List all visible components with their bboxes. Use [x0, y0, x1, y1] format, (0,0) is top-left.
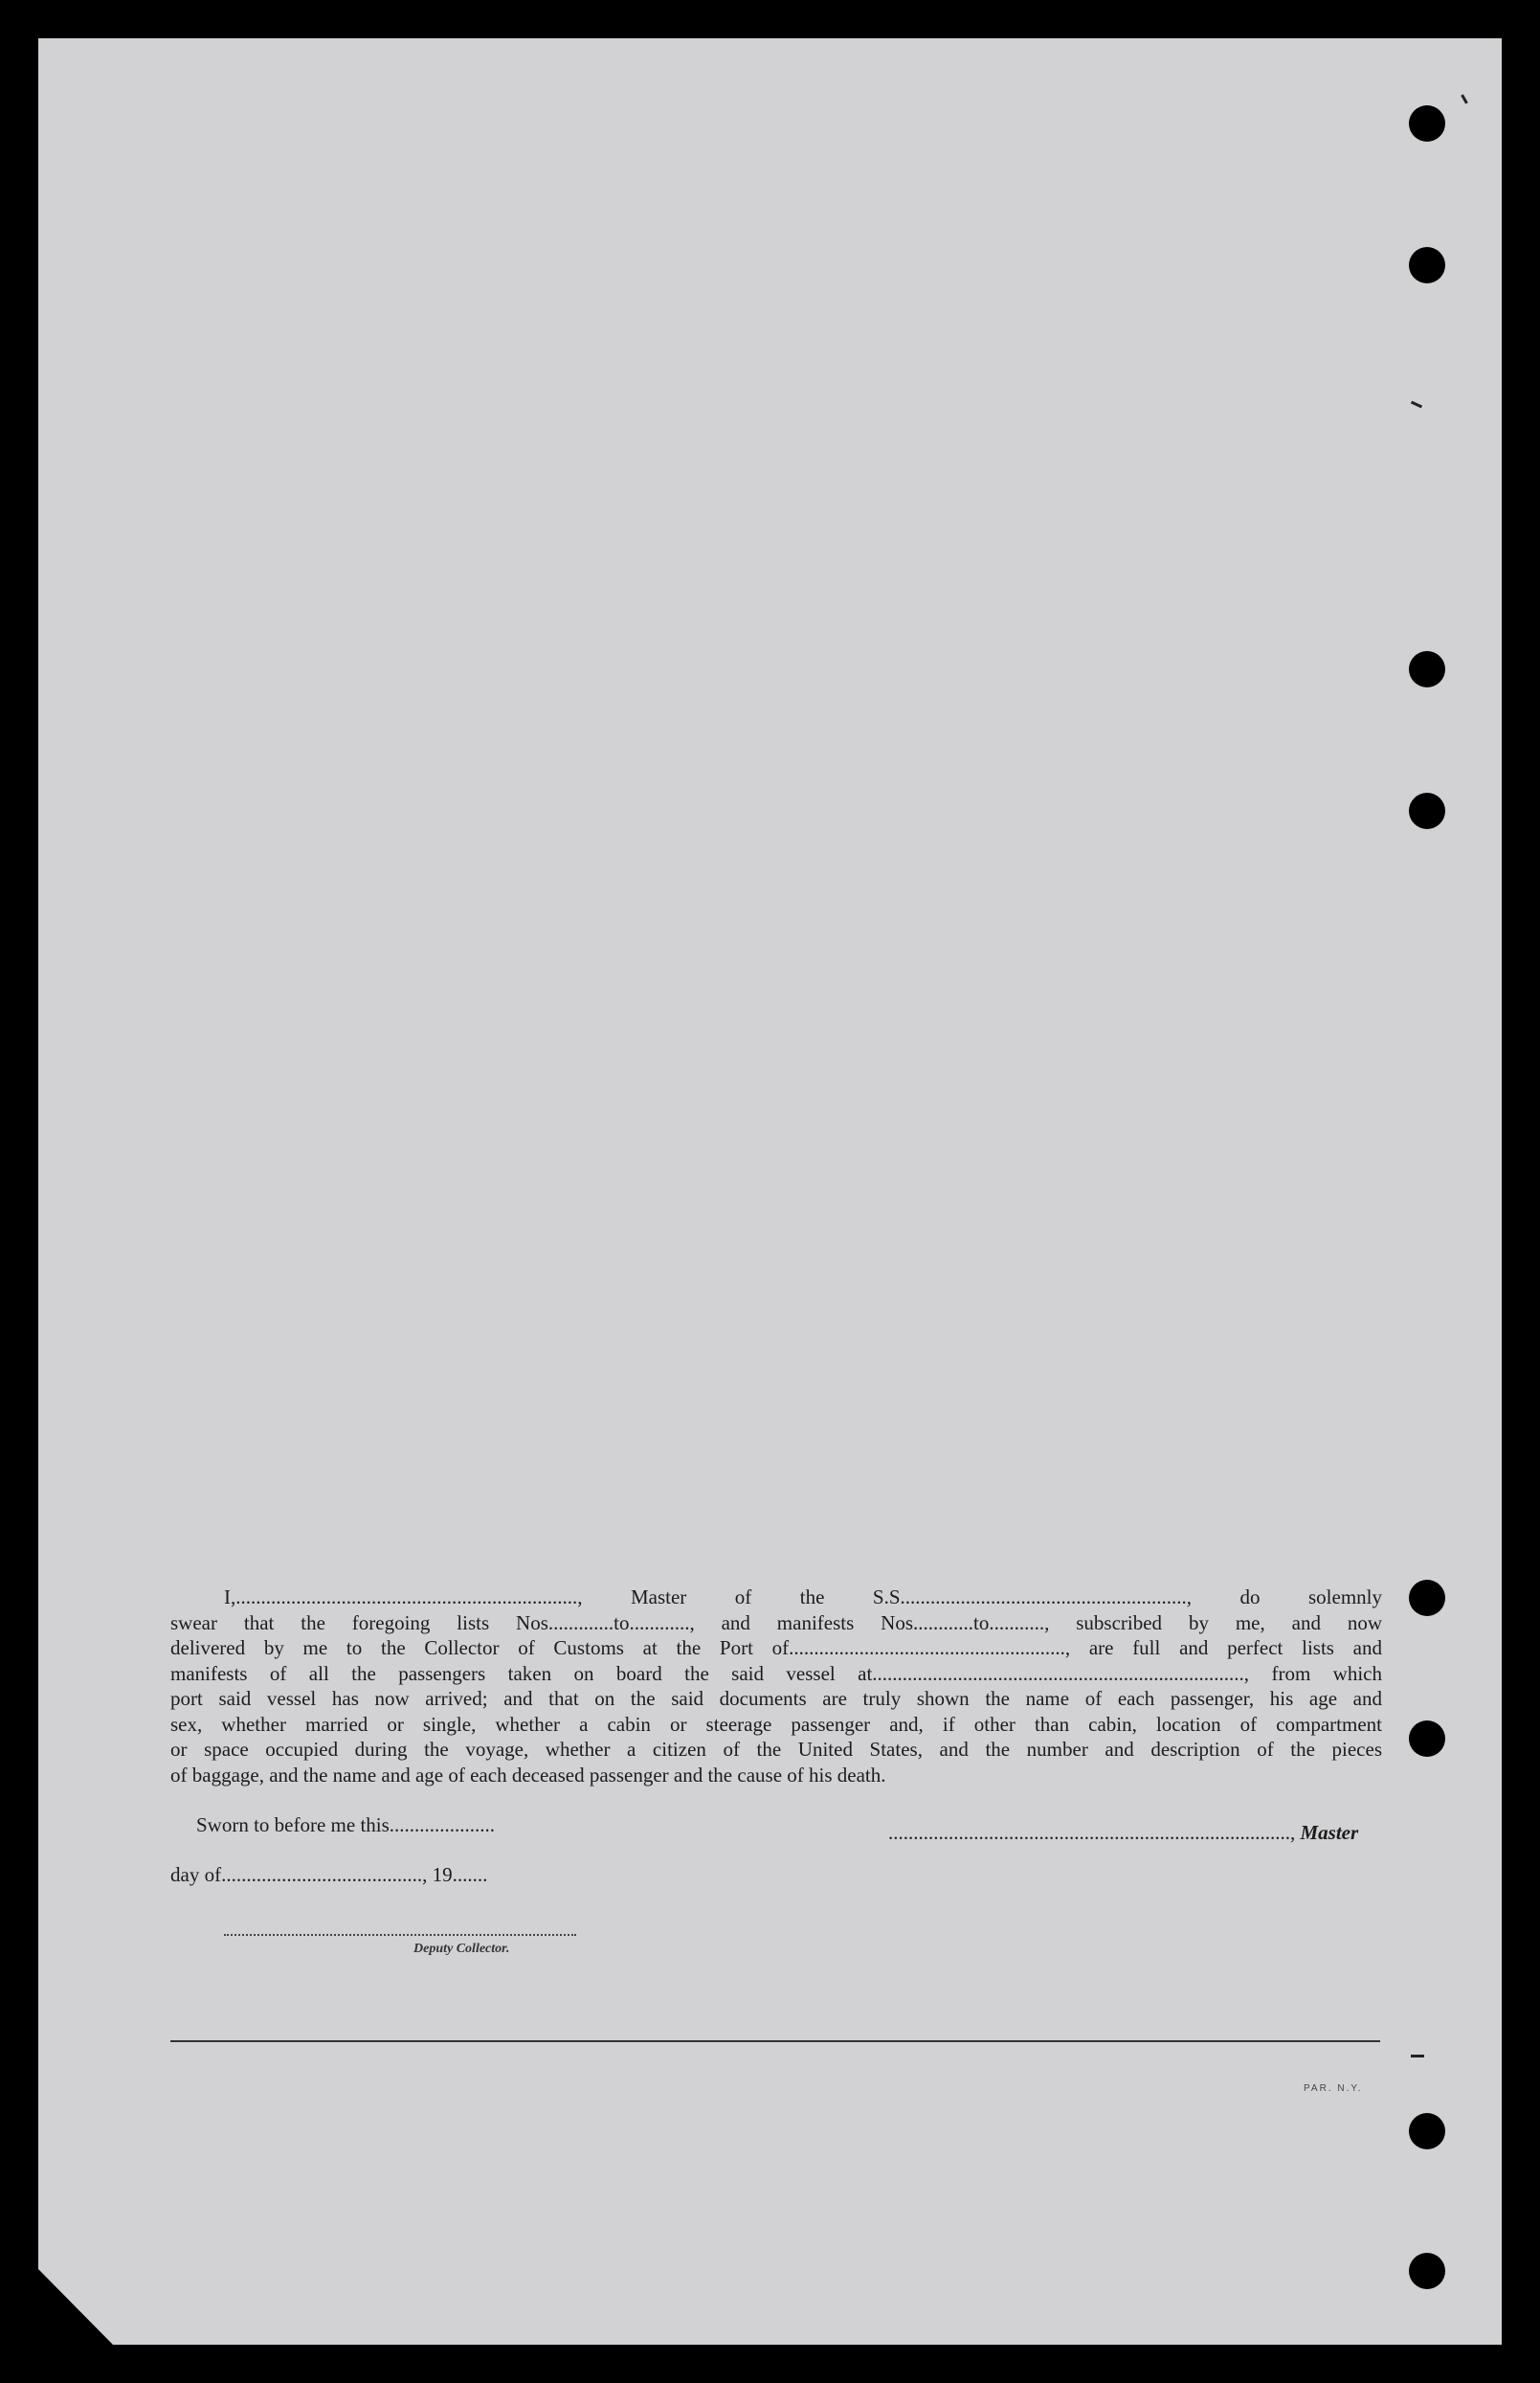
punch-hole: [1409, 105, 1445, 142]
punch-hole: [1409, 793, 1445, 829]
scan-mark: [1461, 94, 1468, 103]
oath-line: or space occupied during the voyage, whether a citizen of the United States, and the number and description of the pieces: [170, 1738, 1382, 1761]
manifest-page: [38, 38, 1502, 2345]
scan-mark: [1411, 401, 1422, 409]
deputy-collector-label: Deputy Collector.: [413, 1942, 510, 1956]
deputy-signature-line: [224, 1934, 576, 1936]
sworn-before-text: Sworn to before me this.....................: [196, 1813, 496, 1836]
punch-hole: [1409, 2113, 1445, 2149]
punch-hole: [1409, 2253, 1445, 2289]
oath-line: port said vessel has now arrived; and that on the said documents are truly shown the name of each passenger, his age and: [170, 1687, 1382, 1710]
master-dots: ................................................................................,: [888, 1821, 1296, 1844]
oath-line: swear that the foregoing lists Nos.............to............, and manifests Nos............to..........., subscribed by me, and now: [170, 1610, 1382, 1634]
oath-line: delivered by me to the Collector of Customs at the Port of......................................................., are full and perfect lists and: [170, 1636, 1382, 1659]
scan-mark: [1411, 2055, 1424, 2057]
printer-mark: PAR. N.Y.: [1304, 2083, 1363, 2094]
day-of-text: day of........................................, 19.......: [170, 1863, 488, 1886]
punch-hole: [1409, 651, 1445, 687]
oath-paragraph: [170, 1585, 1382, 1787]
punch-hole: [1409, 247, 1445, 283]
oath-line: I,...................................................................., Master of the S.S........................................................., do solemnly: [224, 1585, 1382, 1608]
master-label: Master: [1300, 1821, 1359, 1844]
oath-line: of baggage, and the name and age of each deceased passenger and the cause of his death.: [170, 1763, 886, 1787]
master-signature-line: [888, 1821, 1358, 1845]
oath-line: sex, whether married or single, whether a cabin or steerage passenger and, if other than cabin, location of compartment: [170, 1712, 1382, 1736]
punch-hole: [1409, 1720, 1445, 1757]
punch-hole: [1409, 1580, 1445, 1616]
oath-line: manifests of all the passengers taken on board the said vessel at.........................................................................., from which: [170, 1661, 1382, 1685]
bottom-rule: [170, 2040, 1380, 2042]
